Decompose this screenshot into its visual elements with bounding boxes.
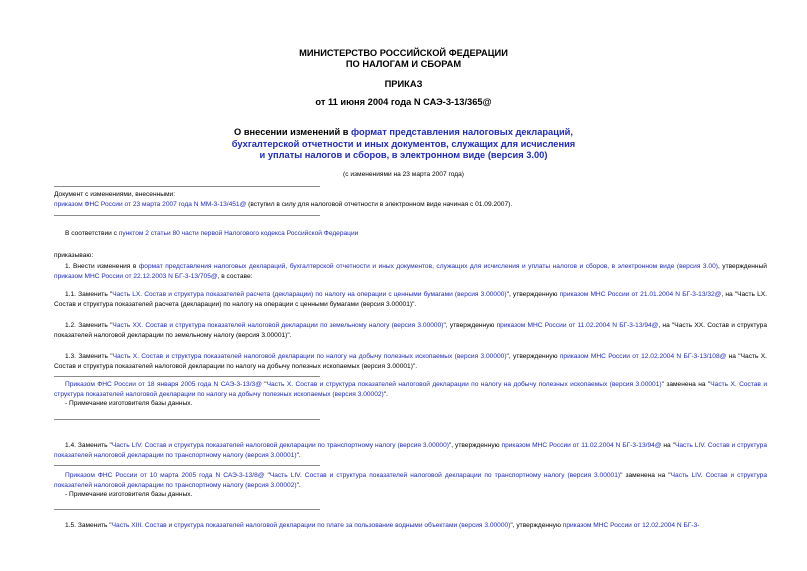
amended-by-block <box>54 190 767 209</box>
paragraph-1-3 <box>54 352 767 371</box>
p1-5-text: ", утвержденную <box>510 522 563 529</box>
part-xiii-link[interactable]: Часть XIII. Состав и структура показателей налоговой декларации по плате за пользование водными объектами (версия 3.00000) <box>111 522 511 529</box>
ministry-line-2: ПО НАЛОГАМ И СБОРАМ <box>345 59 462 69</box>
order-94-link[interactable]: приказом МНС России от 11.02.2004 N БГ-3-13/94@ <box>501 442 662 449</box>
p1-2-text: 1.2. Заменить " <box>65 322 113 329</box>
divider <box>54 419 320 420</box>
paragraph-1 <box>54 262 767 281</box>
part-x-link[interactable]: Часть X. Состав и структура показателей налоговой декларации по налогу на добычу полезных ископаемых (версия 3.00000) <box>112 353 507 360</box>
divider <box>54 376 320 377</box>
divider <box>54 509 320 510</box>
decree-word: приказываю: <box>54 252 94 259</box>
edition-note: (с изменениями на 23 марта 2007 года) <box>343 171 464 178</box>
p1-3-text: 1.3. Заменить " <box>65 353 113 360</box>
note-2-text: ". <box>296 481 301 489</box>
p1-4-text: 1.4. Заменить " <box>65 442 112 449</box>
p1-4-text: ", утвержденную <box>448 442 502 449</box>
p1-4-text: на " <box>661 442 675 449</box>
part-x-v2-link[interactable]: Часть X. Состав и структура показателей налоговой декларации по налогу на добычу полезных ископаемых (версия 3.00002) <box>54 381 767 398</box>
note-2-text: " заменена на " <box>620 472 671 479</box>
p1-1-text: 1.1. Заменить " <box>65 291 113 298</box>
order-705-link[interactable]: приказом МНС России от 22.12.2003 N БГ-3-13/705@ <box>54 272 218 280</box>
paragraph-1-4 <box>54 441 767 460</box>
p1-5-text: 1.5. Заменить " <box>65 522 112 529</box>
ministry-name <box>0 48 807 70</box>
paragraph-1-2 <box>54 321 767 340</box>
note-2 <box>54 471 767 500</box>
p1-1-text: ", утвержденную <box>506 291 560 298</box>
p1-text: , утвержденный <box>717 263 767 270</box>
p1-3-text: на "Часть X. Состав и структура показателей налоговой декларации по налогу на добычу полезных ископаемых (версия 3.00001)". <box>54 353 767 370</box>
p1-1-text: , на "Часть LX. Состав и структура показателей расчета (декларации) по налогу на операции с ценными бумагами (версия 3.00001)". <box>54 291 767 308</box>
basis-paragraph <box>54 229 767 239</box>
p1-text: 1. Внести изменения в <box>65 263 139 270</box>
basis-prefix: В соответствии с <box>65 230 119 237</box>
part-x-v1-link[interactable]: Часть X. Состав и структура показателей налоговой декларации по налогу на добычу полезных ископаемых (версия 3.00001) <box>266 381 662 388</box>
note-1 <box>54 380 767 409</box>
order-fns-3-link[interactable]: Приказом ФНС России от 18 января 2005 года N САЭ-3-13/3@ <box>65 381 262 388</box>
amended-by-heading: Документ с изменениями, внесенными: <box>54 191 176 198</box>
title-prefix: О внесении изменений в <box>234 127 352 137</box>
note-2-text: " <box>264 472 270 479</box>
p1-2-text: , на "Часть XX. Состав и структура показателей налоговой декларации по земельному налогу (версия 3.00001)". <box>54 322 767 339</box>
order-108-link[interactable]: приказом МНС России от 12.02.2004 N БГ-3-13/108@ <box>559 353 727 360</box>
p1-3-text: ", утвержденную <box>506 353 560 360</box>
tax-code-link[interactable]: пунктом 2 статьи 80 части первой Налогового кодекса Российской Федерации <box>118 230 359 237</box>
note-1-text: " заменена на " <box>661 381 711 388</box>
order-word: ПРИКАЗ <box>384 79 423 89</box>
title-line-3[interactable]: и уплаты налогов и сборов, в электронном виде (версия 3.00) <box>259 150 548 160</box>
order-fns-8-link[interactable]: Приказом ФНС России от 10 марта 2005 года N САЭ-3-13/8@ <box>65 472 265 479</box>
order-32-link[interactable]: приказом МНС России от 21.01.2004 N БГ-3-13/32@ <box>559 291 722 298</box>
p1-2-text: ", утвержденную <box>443 322 497 329</box>
amended-by-rest: (вступил в силу для налоговой отчетности в электронном виде начиная с 01.09.2007). <box>246 200 513 208</box>
order-date: от 11 июня 2004 года N САЭ-3-13/365@ <box>315 97 492 107</box>
part-liv-v1-link[interactable]: Часть LIV. Состав и структура показателей налоговой декларации по транспортному налогу (версия 3.00001) <box>54 442 767 459</box>
part-liv-link[interactable]: Часть LIV. Состав и структура показателей налоговой декларации по транспортному налогу (версия 3.00000) <box>111 442 449 449</box>
order-link[interactable]: приказом МНС России от 12.02.2004 N БГ-3- <box>562 522 700 529</box>
amended-by-link[interactable]: приказом ФНС России от 23 марта 2007 года N ММ-3-13/451@ <box>54 200 247 208</box>
title-format-link[interactable]: формат представления налоговых деклараций, <box>351 127 573 137</box>
note-1-text: " <box>261 381 267 388</box>
ministry-line-1: МИНИСТЕРСТВО РОССИЙСКОЙ ФЕДЕРАЦИИ <box>299 48 508 58</box>
document-title <box>0 127 807 162</box>
note-1-text: ". <box>383 390 388 398</box>
part-liv-v2-link[interactable]: Часть LIV. Состав и структура показателей налоговой декларации по транспортному налогу (версия 3.00002) <box>54 472 767 489</box>
divider <box>54 215 320 216</box>
paragraph-1-5 <box>54 521 767 531</box>
title-line-2[interactable]: бухгалтерской отчетности и иных документов, служащих для исчисления <box>231 138 576 149</box>
paragraph-1-1 <box>54 290 767 309</box>
part-liv-v1-link[interactable]: Часть LIV. Состав и структура показателей налоговой декларации по транспортному налогу (версия 3.00001) <box>269 472 621 479</box>
p1-4-text: ". <box>296 451 301 459</box>
part-xx-link[interactable]: Часть XX. Состав и структура показателей налоговой декларации по земельному налогу (версия 3.00000) <box>112 322 444 329</box>
p1-text: , в составе: <box>217 272 253 280</box>
part-lx-link[interactable]: Часть LX. Состав и структура показателей расчета (декларации) по налогу на операции с ценными бумагами (версия 3.00000) <box>112 291 507 298</box>
db-remark: - Примечание изготовителя базы данных. <box>65 400 193 407</box>
divider <box>54 186 320 187</box>
order-94-link[interactable]: приказом МНС России от 11.02.2004 N БГ-3-13/94@ <box>496 322 659 329</box>
format-link[interactable]: формат представления налоговых деклараций, бухгалтерской отчетности и иных документов, служащих для исчисления и уплаты налогов и сборов, в электронном виде (версия 3.00) <box>138 263 718 270</box>
db-remark: - Примечание изготовителя базы данных. <box>65 491 193 498</box>
divider <box>54 465 320 466</box>
